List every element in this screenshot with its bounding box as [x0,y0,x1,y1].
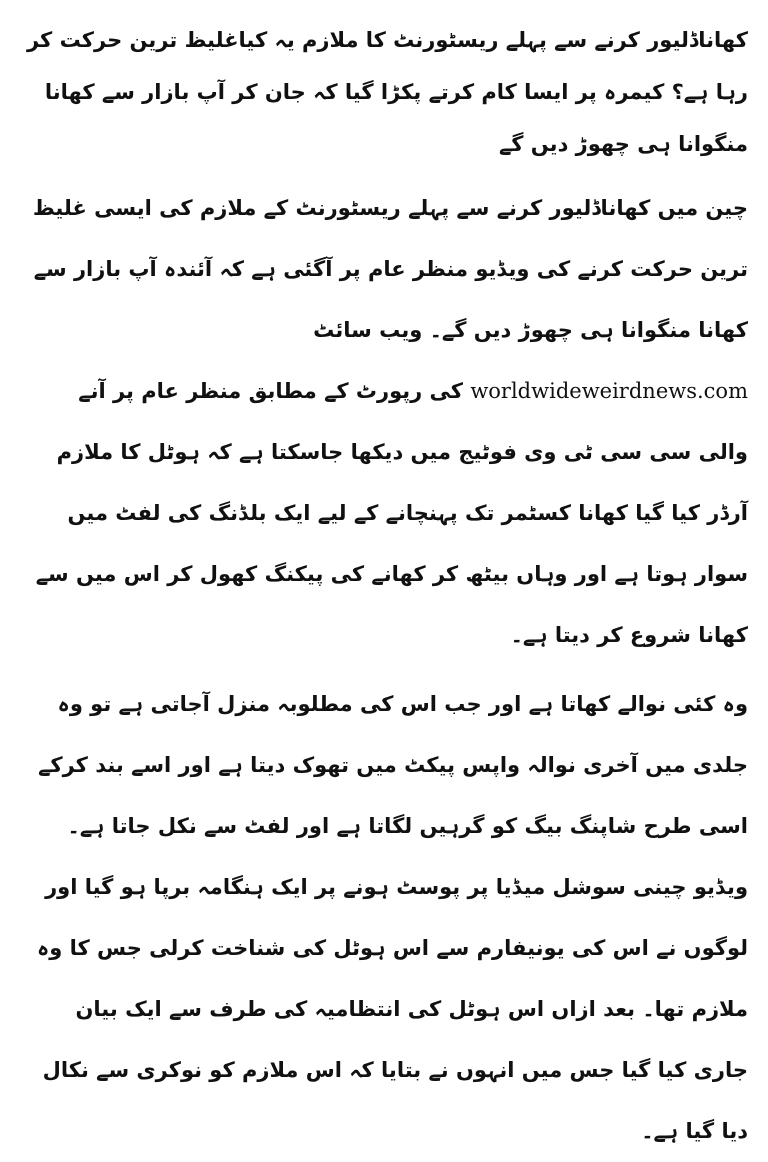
paragraph-report [22,361,748,666]
article-headline: کھاناڈلیور کرنے سے پہلے ریسٹورنٹ کا ملازم یہ کیاغلیظ ترین حرکت کر رہا ہے؟ کیمرہ پر ایسا کام کرتے پکڑا گیا کہ جان کر آپ بازار سے کھانا منگوانا ہی چھوڑ دیں گے [26,28,748,156]
paragraph-report-text: کی رپورٹ کے مطابق منظر عام پر آنے والی سی سی ٹی وی فوٹیج میں دیکھا جاسکتا ہے کہ ہوٹل کا ملازم آرڈر کیا گیا کھانا کسٹمر تک پہنچانے کے لیے ایک بلڈنگ کی لفٹ میں سوار ہوتا ہے اور وہاں بیٹھ کر کھانے کی پیکنگ کھول کر اس میں سے کھانا شروع کر دیتا ہے۔ [35,379,748,647]
article [22,14,748,1162]
paragraph-intro: چین میں کھاناڈلیور کرنے سے پہلے ریسٹورنٹ کے ملازم کی ایسی غلیظ ترین حرکت کرنے کی ویڈیو منظر عام پر آگئی ہے کہ آئندہ آپ بازار سے کھانا منگوانا ہی چھوڑ دیں گے۔ ویب سائٹ [32,196,748,342]
source-website: worldwideweirdnews.com [470,379,748,403]
paragraph-outcome: وہ کئی نوالے کھاتا ہے اور جب اس کی مطلوبہ منزل آجاتی ہے تو وہ جلدی میں آخری نوالہ واپس پیکٹ میں تھوک دیتا ہے اور اسے بند کرکے اسی طرح شاپنگ بیگ کو گرہیں لگاتا ہے اور لفٹ سے نکل جاتا ہے۔ ویڈیو چینی سوشل میڈیا پر پوسٹ ہونے پر ایک ہنگامہ برپا ہو گیا اور لوگوں نے اس کی یونیفارم سے اس ہوٹل کی شناخت کرلی جس کا وہ ملازم تھا۔ بعد ازاں اس ہوٹل کی انتظامیہ کی طرف سے ایک بیان جاری کیا گیا جس میں انہوں نے بتایا کہ اس ملازم کو نوکری سے نکال دیا گیا ہے۔ [36,692,748,1143]
